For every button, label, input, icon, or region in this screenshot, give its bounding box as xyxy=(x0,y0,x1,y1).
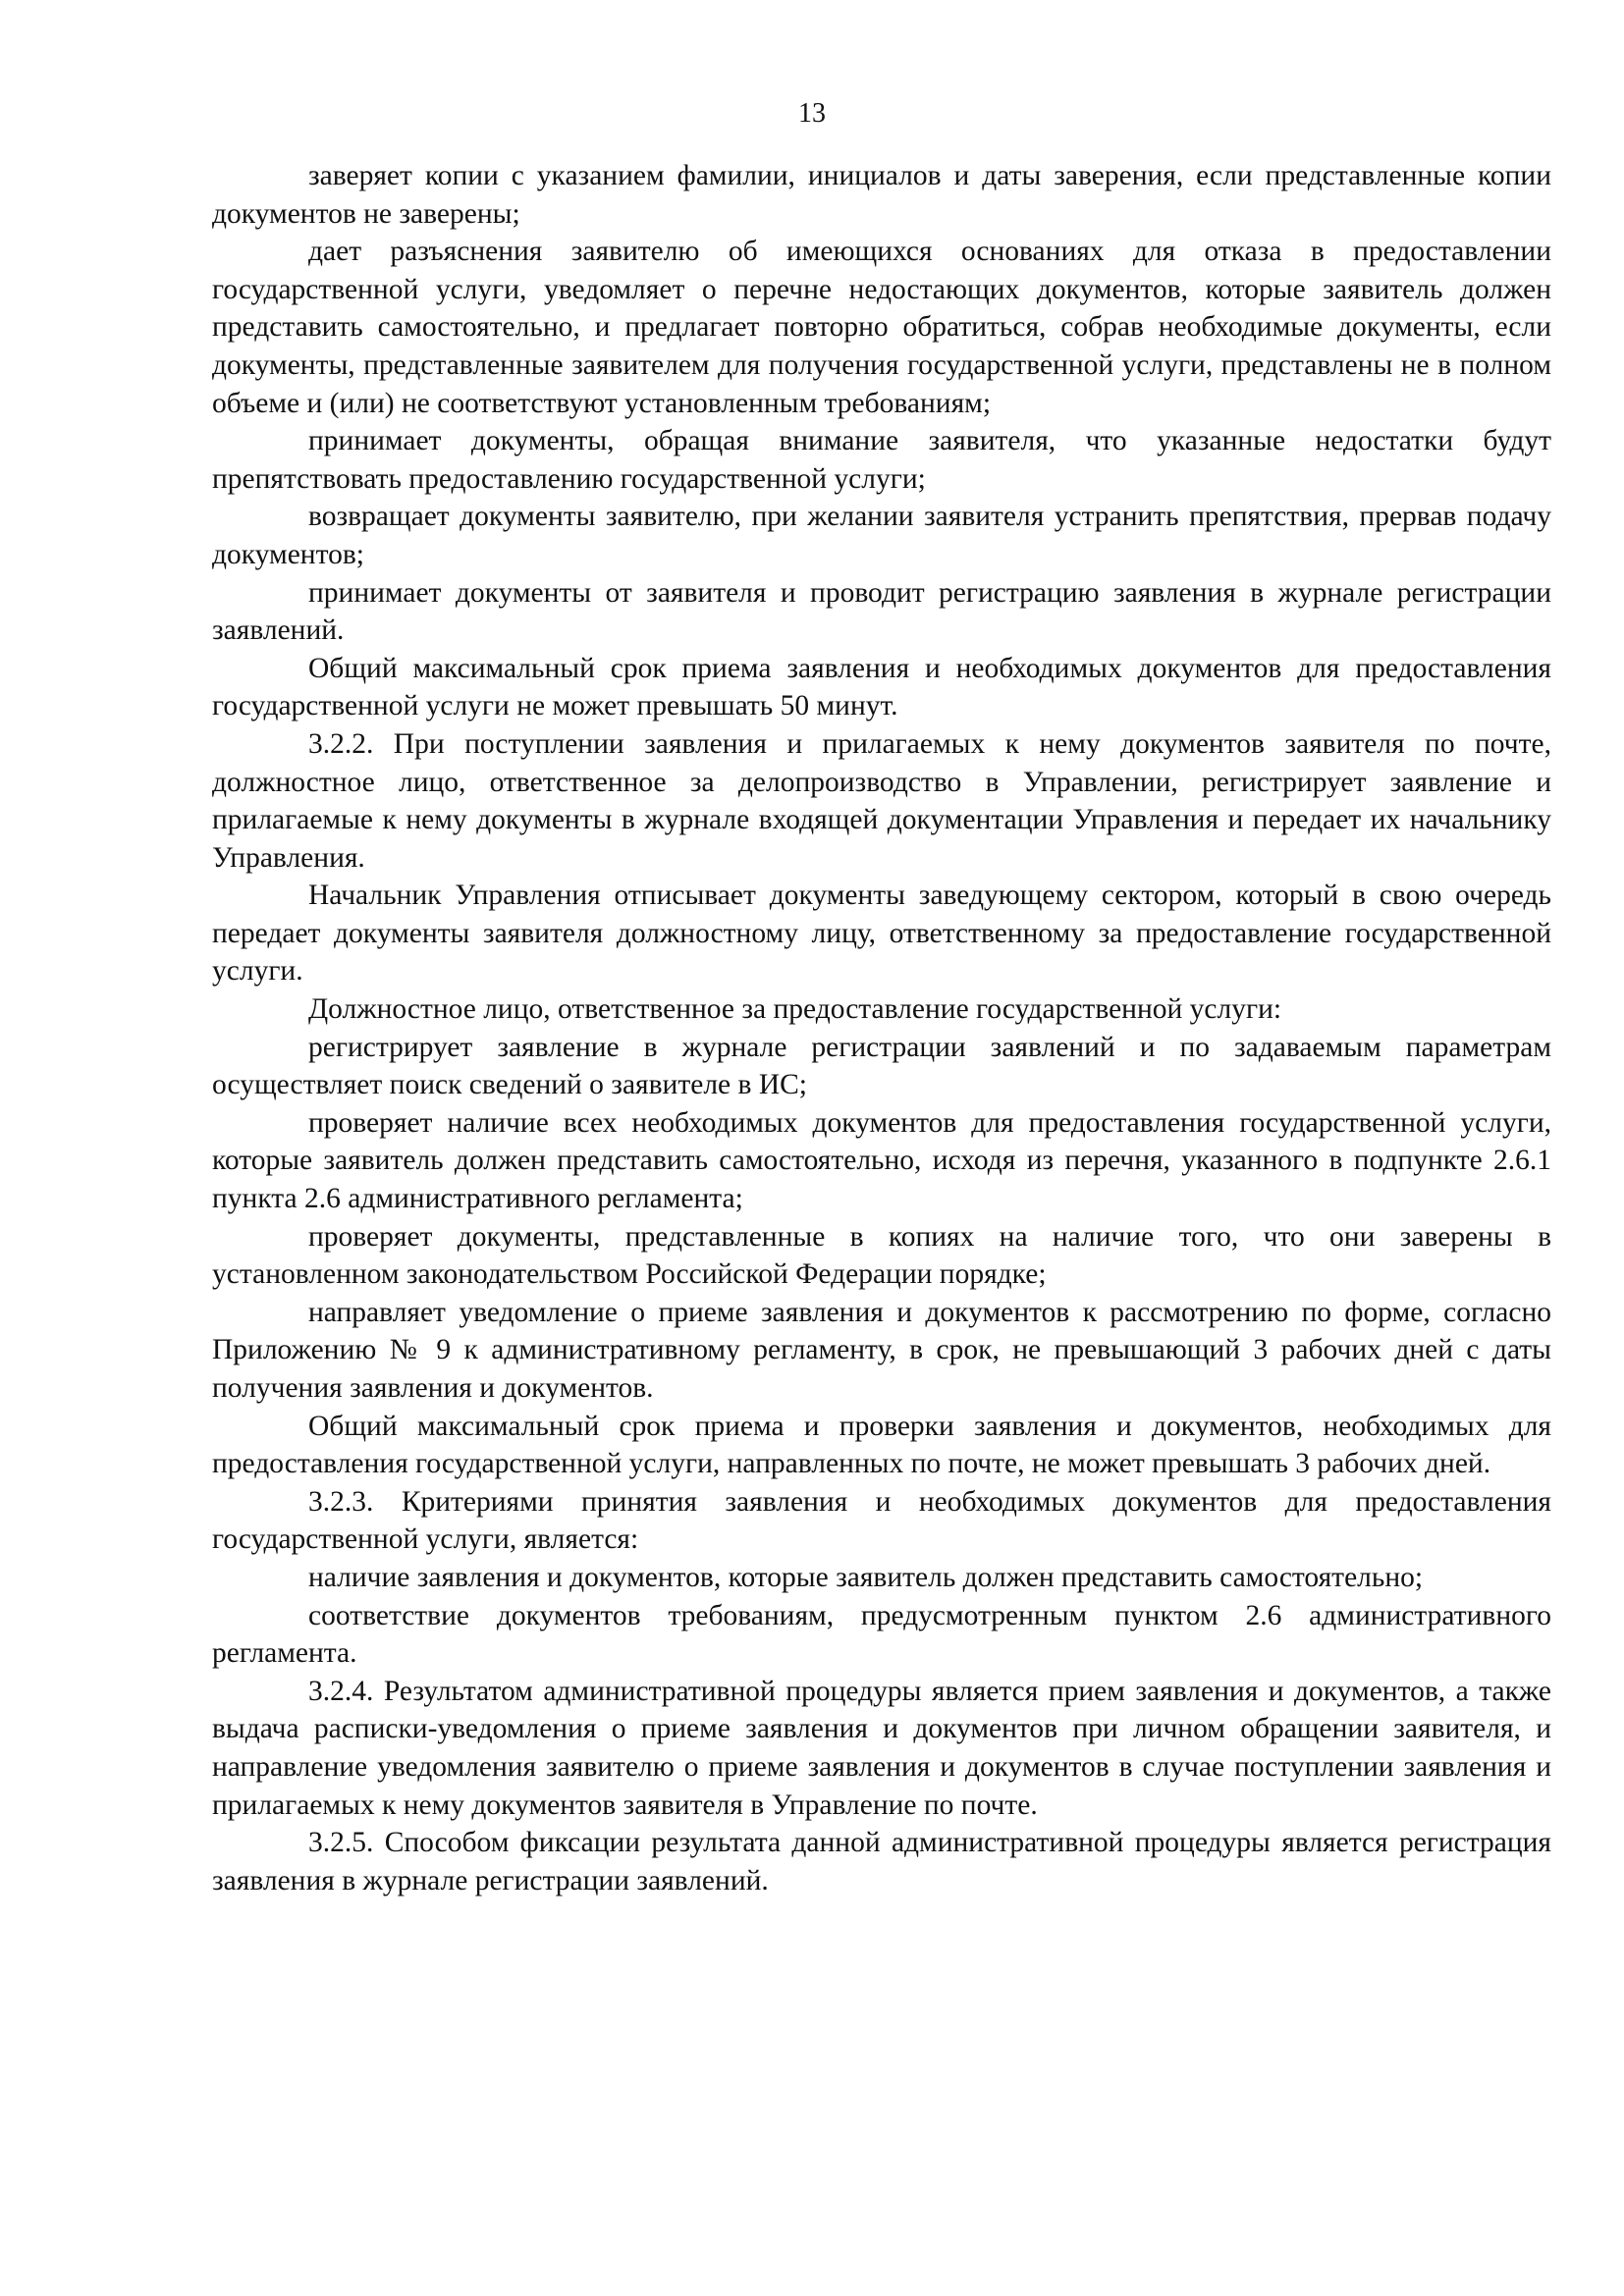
page-number: 13 xyxy=(798,98,826,129)
paragraph: Общий максимальный срок приема заявления и необходимых документов для предоставления государственной услуги не может превышать 50 минут. xyxy=(212,652,1551,722)
paragraph: направляет уведомление о приеме заявления и документов к рассмотрению по форме, согласно Приложению № 9 к административному регламенту, в срок, не превышающий 3 рабочих дней с даты получения заявления и документов. xyxy=(212,1296,1551,1404)
document-body xyxy=(212,157,1551,1899)
paragraph: 3.2.2. При поступлении заявления и прилагаемых к нему документов заявителя по почте, должностное лицо, ответственное за делопроизводство в Управлении, регистрирует заявление и прилагаемые к нему документы в журнале входящей документации Управления и передает их начальнику Управления. xyxy=(212,727,1551,874)
paragraph: принимает документы, обращая внимание заявителя, что указанные недостатки будут препятствовать предоставлению государственной услуги; xyxy=(212,425,1551,495)
paragraph: проверяет наличие всех необходимых документов для предоставления государственной услуги, которые заявитель должен представить самостоятельно, исходя из перечня, указанного в подпункте 2.6.1 пункта 2.6 административного регламента; xyxy=(212,1106,1551,1215)
paragraph: возвращает документы заявителю, при желании заявителя устранить препятствия, прервав подачу документов; xyxy=(212,501,1551,570)
paragraph: заверяет копии с указанием фамилии, инициалов и даты заверения, если представленные копии документов не заверены; xyxy=(212,160,1551,230)
paragraph: регистрирует заявление в журнале регистрации заявлений и по задаваемым параметрам осуществляет поиск сведений о заявителе в ИС; xyxy=(212,1031,1551,1101)
paragraph: соответствие документов требованиям, предусмотренным пунктом 2.6 административного регламента. xyxy=(212,1599,1551,1670)
paragraph: проверяет документы, представленные в копиях на наличие того, что они заверены в установленном законодательством Российской Федерации порядке; xyxy=(212,1220,1551,1291)
paragraph: Начальник Управления отписывает документы заведующему сектором, который в свою очередь передает документы заявителя должностному лицу, ответственному за предоставление государственной услуги. xyxy=(212,880,1551,988)
paragraph: 3.2.5. Способом фиксации результата данной административной процедуры является регистрация заявления в журнале регистрации заявлений. xyxy=(212,1827,1551,1896)
paragraph: дает разъяснения заявителю об имеющихся основаниях для отказа в предоставлении государственной услуги, уведомляет о перечне недостающих документов, которые заявитель должен представить самостоятельно, и предлагает повторно обратиться, собрав необходимые документы, если документы, представленные заявителем для получения государственной услуги, представлены не в полном объеме и (или) не соответствуют установленным требованиям; xyxy=(212,236,1551,419)
paragraph: Должностное лицо, ответственное за предоставление государственной услуги: xyxy=(308,993,1282,1026)
paragraph: наличие заявления и документов, которые заявитель должен представить самостоятельно; xyxy=(308,1561,1424,1593)
paragraph: 3.2.4. Результатом административной процедуры является прием заявления и документов, а также выдача расписки-уведомления о приеме заявления и документов при личном обращении заявителя, и направление уведомления заявителю о приеме заявления и документов в случае поступлении заявления и прилагаемых к нему документов заявителя в Управление по почте. xyxy=(212,1675,1551,1821)
paragraph: Общий максимальный срок приема и проверки заявления и документов, необходимых для предоставления государственной услуги, направленных по почте, не может превышать 3 рабочих дней. xyxy=(212,1410,1551,1480)
paragraph: принимает документы от заявителя и проводит регистрацию заявления в журнале регистрации заявлений. xyxy=(212,576,1551,647)
paragraph: 3.2.3. Критериями принятия заявления и необходимых документов для предоставления государственной услуги, является: xyxy=(212,1485,1551,1556)
